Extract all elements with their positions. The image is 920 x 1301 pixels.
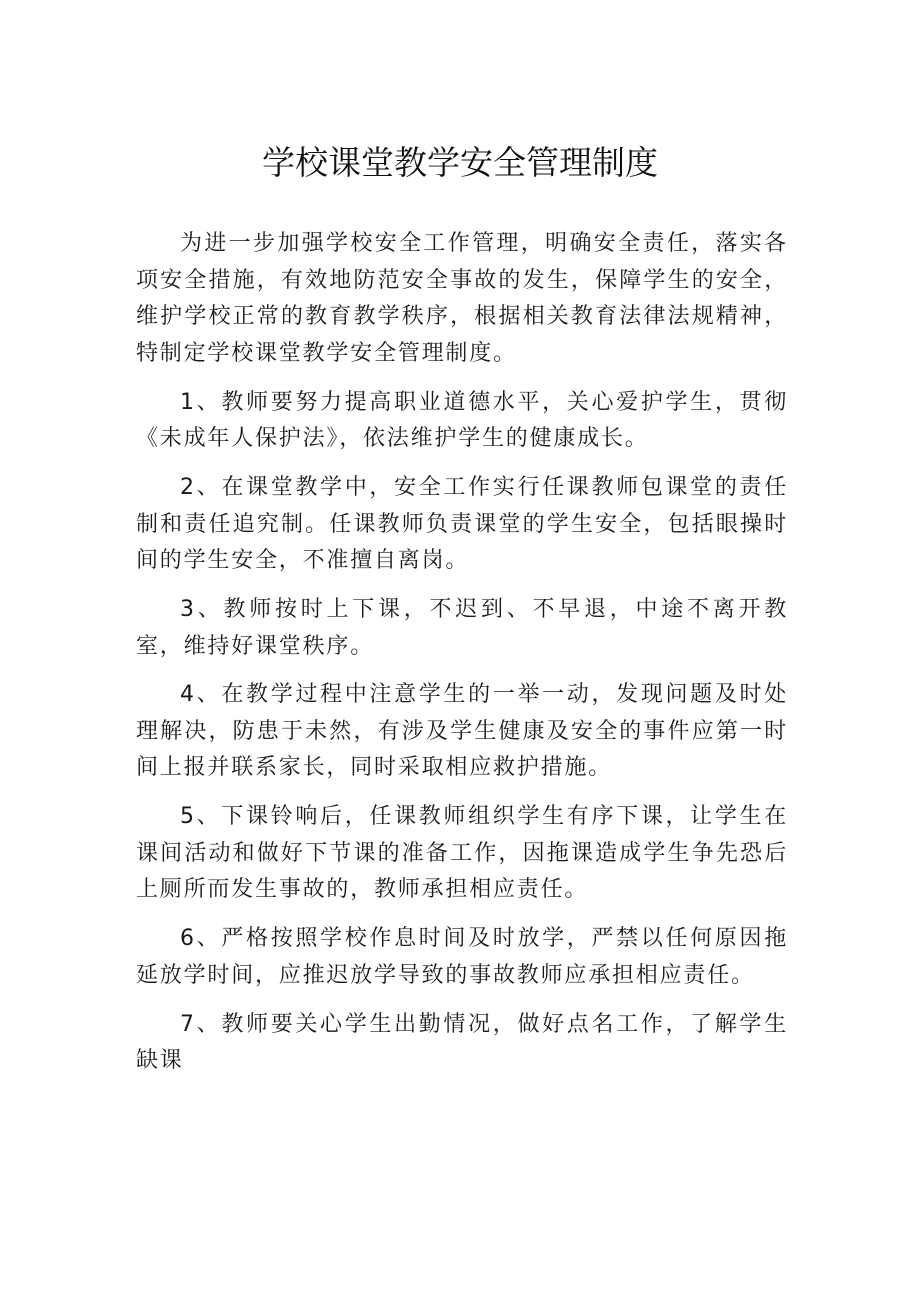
paragraph-item-7: 7、教师要关心学生出勤情况，做好点名工作，了解学生缺课 [136, 1011, 788, 1074]
paragraph-item-5: 5、下课铃响后，任课教师组织学生有序下课，让学生在课间活动和做好下节课的准备工作，因拖课造成学生争先恐后上厕所而发生事故的，教师承担相应责任。 [136, 804, 788, 903]
paragraph-item-2: 2、在课堂教学中，安全工作实行任课教师包课堂的责任制和责任追究制。任课教师负责课堂的学生安全，包括眼操时间的学生安全，不准擅自离岗。 [136, 474, 788, 574]
paragraph-item-6: 6、严格按照学校作息时间及时放学，严禁以任何原因拖延放学时间，应推迟放学导致的事故教师应承担相应责任。 [136, 926, 788, 988]
paragraph-intro: 为进一步加强学校安全工作管理，明确安全责任，落实各项安全措施，有效地防范安全事故的发生，保障学生的安全，维护学校正常的教育教学秩序，根据相关教育法律法规精神，特制定学校课堂教学安全管理制度。 [136, 231, 788, 366]
paragraph-item-4: 4、在教学过程中注意学生的一举一动，发现问题及时处理解决，防患于未然，有涉及学生健康及安全的事件应第一时间上报并联系家长，同时采取相应救护措施。 [136, 682, 788, 781]
paragraph-item-3: 3、教师按时上下课，不迟到、不早退，中途不离开教室，维持好课堂秩序。 [136, 596, 788, 659]
document-body [136, 226, 788, 1092]
document-title: 学校课堂教学安全管理制度 [262, 143, 658, 182]
paragraph-item-1: 1、教师要努力提高职业道德水平，关心爱护学生，贯彻《未成年人保护法》，依法维护学生的健康成长。 [136, 389, 788, 452]
